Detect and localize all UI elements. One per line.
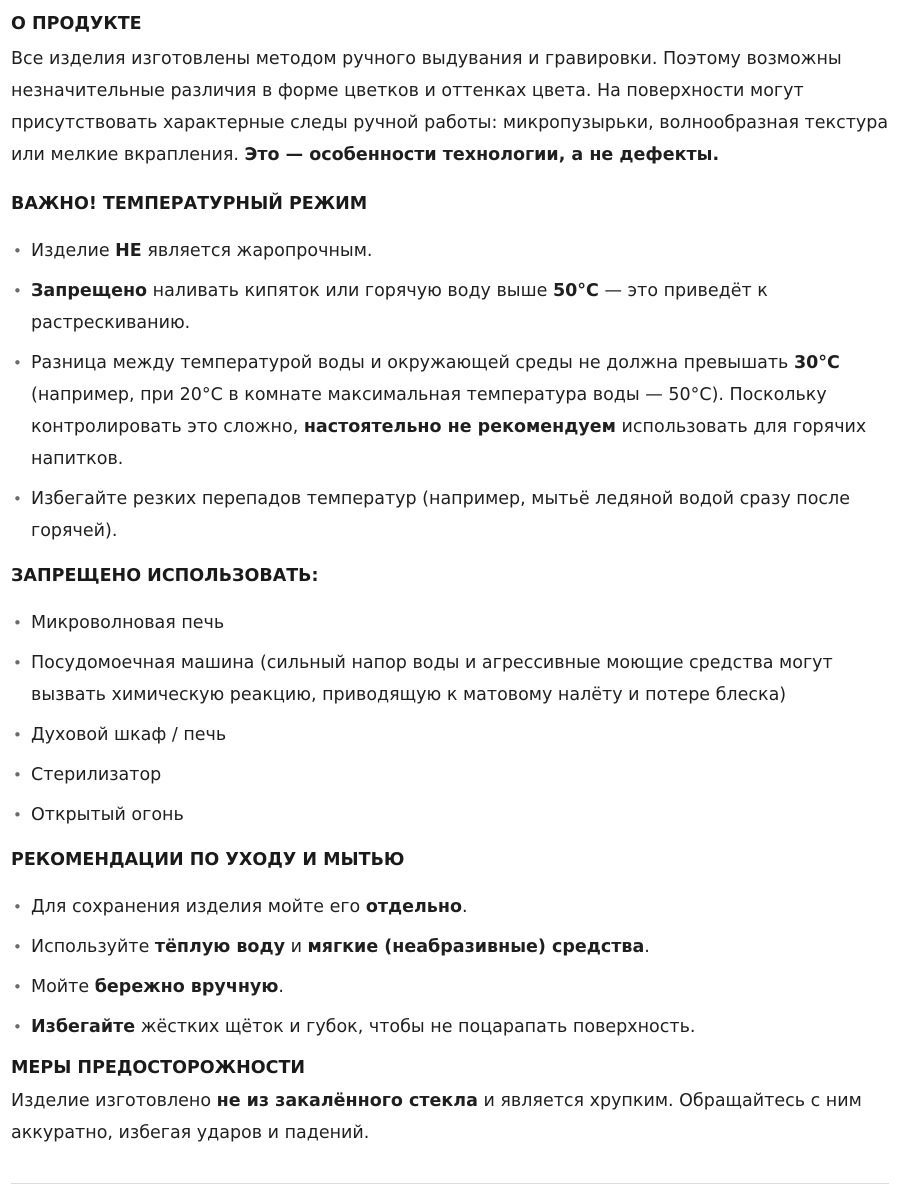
bullet-icon: •: [13, 490, 22, 508]
list-item-text: Открытый огонь: [31, 805, 184, 825]
list-item-text: Разница между температурой воды и окружающей среды не должна превышать: [31, 353, 794, 373]
list-item: [11, 483, 891, 547]
precautions-heading: МЕРЫ ПРЕДОСТОРОЖНОСТИ: [11, 1058, 306, 1078]
bullet-icon: •: [13, 938, 22, 956]
list-item-bold-text: НЕ: [115, 241, 142, 261]
list-item-bold-text: тёплую воду: [154, 937, 285, 957]
list-item-bold-text: Запрещено: [31, 281, 148, 301]
list-item-text: .: [461, 897, 468, 917]
list-item-bold-text: 50°С: [552, 281, 599, 301]
care-heading: РЕКОМЕНДАЦИИ ПО УХОДУ И МЫТЬЮ: [11, 850, 405, 870]
bullet-icon: •: [13, 354, 22, 372]
precautions-text-before: Изделие изготовлено: [11, 1091, 217, 1111]
about-paragraph: [11, 43, 891, 171]
bottom-divider: [11, 1183, 889, 1184]
bullet-icon: •: [13, 766, 22, 784]
list-item-text: — это приведёт к растрескиванию.: [31, 281, 768, 333]
list-item-text: Для сохранения изделия мойте его: [31, 897, 366, 917]
list-item-text: использовать для горячих напитков.: [31, 417, 867, 469]
precautions-bold-text: не из закалённого стекла: [216, 1091, 478, 1111]
list-item-text: является жаропрочным.: [141, 241, 373, 261]
list-item: [11, 1011, 891, 1043]
list-item: [11, 275, 891, 339]
list-item: [11, 647, 891, 711]
list-item: [11, 759, 891, 791]
list-item-text: наливать кипяток или горячую воду выше: [147, 281, 553, 301]
list-item-text: Микроволновая печь: [31, 613, 225, 633]
precautions-text-after: и является хрупким. Обращайтесь с ним аккуратно, избегая ударов и падений.: [11, 1091, 862, 1143]
list-item-text: (например, при 20°С в комнате максимальная температура воды — 50°С). Поскольку контролировать это сложно,: [31, 385, 827, 437]
list-item-bold-text: 30°С: [793, 353, 840, 373]
precautions-paragraph: [11, 1085, 891, 1149]
product-description: [11, 13, 891, 1149]
temperature-heading: ВАЖНО! ТЕМПЕРАТУРНЫЙ РЕЖИМ: [11, 194, 368, 214]
list-item: [11, 235, 891, 267]
list-item-text: Духовой шкаф / печь: [31, 725, 227, 745]
list-item-text: Стерилизатор: [31, 765, 162, 785]
list-item-text: Изделие: [31, 241, 116, 261]
bullet-icon: •: [13, 242, 22, 260]
list-item-text: Избегайте резких перепадов температур (например, мытьё ледяной водой сразу после горячей).: [31, 489, 850, 541]
list-item-text: Используйте: [31, 937, 155, 957]
list-item: [11, 347, 891, 475]
list-item: [11, 891, 891, 923]
bullet-icon: •: [13, 898, 22, 916]
list-item: [11, 799, 891, 831]
about-heading: О ПРОДУКТЕ: [11, 14, 142, 34]
list-item: [11, 607, 891, 639]
about-text: Все изделия изготовлены методом ручного выдувания и гравировки. Поэтому возможны незначительные различия в форме цветков и оттенках цвета. На поверхности могут присутствовать характерные следы ручной работы: микропузырьки, волнообразная текстура или мелкие вкрапления.: [11, 49, 889, 165]
care-list: [11, 891, 891, 1043]
list-item-text: и: [285, 937, 308, 957]
list-item-bold-text: бережно вручную: [94, 977, 279, 997]
bullet-icon: •: [13, 282, 22, 300]
bullet-icon: •: [13, 978, 22, 996]
list-item-bold-text: мягкие (неабразивные) средства: [307, 937, 645, 957]
list-item-text: .: [278, 977, 284, 997]
bullet-icon: •: [13, 726, 22, 744]
bullet-icon: •: [13, 1018, 22, 1036]
bullet-icon: •: [13, 614, 22, 632]
bullet-icon: •: [13, 806, 22, 824]
forbidden-list: [11, 607, 891, 831]
forbidden-heading: ЗАПРЕЩЕНО ИСПОЛЬЗОВАТЬ:: [11, 566, 319, 586]
list-item: [11, 971, 891, 1003]
list-item: [11, 931, 891, 963]
bullet-icon: •: [13, 654, 22, 672]
temperature-list: [11, 235, 891, 547]
list-item-text: жёстких щёток и губок, чтобы не поцарапать поверхность.: [135, 1017, 696, 1037]
list-item-bold-text: отдельно: [365, 897, 462, 917]
list-item-text: Посудомоечная машина (сильный напор воды и агрессивные моющие средства могут вызвать химическую реакцию, приводящую к матовому налёту и потере блеска): [31, 653, 833, 705]
list-item-bold-text: Избегайте: [31, 1017, 136, 1037]
list-item-text: Мойте: [31, 977, 95, 997]
list-item: [11, 719, 891, 751]
about-bold-text: Это — особенности технологии, а не дефекты.: [244, 145, 720, 165]
list-item-bold-text: настоятельно не рекомендуем: [303, 417, 616, 437]
list-item-text: .: [644, 937, 650, 957]
